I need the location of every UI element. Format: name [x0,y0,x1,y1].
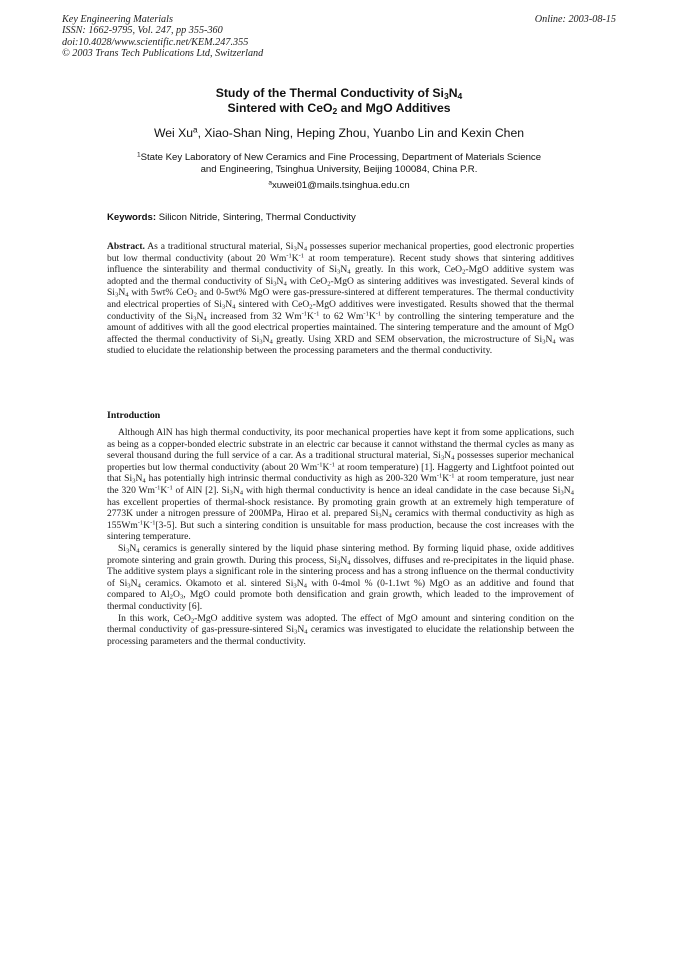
intro-paragraph-2: $Si_3N_4$ ceramics is generally sintered by the liquid phase sintering method. By forming liquid phase, oxide additives promote sintering and grain growth. During this process, $Si_3N_4$ dissolves, diffuses and re-precipitates in the liquid phase. The additive system plays a significant role in the sintering process and has a strong influence on the thermal conductivity of $Si_3N_4$ ceramics. Okamoto et al. sintered $Si_3N_4$ with 0-4mol % (0-1.1wt %) MgO as an additive and found that compared to $Al_2O_3$, MgO could promote both densification and grain growth, which leaded to the improvement of thermal conductivity [6]. [107,542,574,612]
affiliation-line-1: $^1$State Key Laboratory of New Ceramics and Fine Processing, Department of Materials Science [136,151,542,163]
journal-info [62,14,616,60]
affiliation [0,152,678,176]
author-email: $^a$xuwei01@mails.tsinghua.edu.cn [268,179,410,191]
abstract-label: Abstract. [107,241,145,252]
copyright-line: © 2003 Trans Tech Publications Ltd, Switzerland [62,48,264,60]
intro-paragraph-1: Although AlN has high thermal conductivity, its poor mechanical properties have kept it from some applications, such as being as a copper-bonded electric substrate in an electric car because it cannot withstand the thermal cycles as many as several thousand during the full service of a car. As a traditional structural material, $Si_3N_4$ possesses superior mechanical properties but low thermal conductivity (about 20 $Wm^{-1}K^{-1}$ at room temperature) [1]. Haggerty and Lightfoot pointed out that $Si_3N_4$ has potentially high intrinsic thermal conductivity as high as 200-320 $Wm^{-1}K^{-1}$ at room temperature, just near the 320 $Wm^{-1}K^{-1}$ of AlN [2]. $Si_3N_4$ with high thermal conductivity is hence an ideal candidate in the case because $Si_3N_4$ has excellent properties of thermal-shock resistance. By promoting grain growth at an extremely high temperature of 2773K under a nitrogen pressure of 200MPa, Hirao et al. prepared $Si_3N_4$ ceramics with thermal conductivity as high as $155Wm^{-1}K^{-1}[3-5]$. But such a sintering condition is unsuitable for mass production, because the cost increases with the sintering temperature. [107,427,574,543]
author-list: Wei Xu$^a$, Xiao-Shan Ning, Heping Zhou, Yuanbo Lin and Kexin Chen [153,124,525,140]
title-line-2: Sintered with CeO$_2$ and MgO Additives [227,101,451,117]
keywords-text: Silicon Nitride, Sintering, Thermal Conductivity [156,212,356,223]
section-heading-introduction: Introduction [107,410,161,421]
keywords-label: Keywords: [107,212,157,223]
introduction-body [107,427,574,647]
doi-link[interactable]: doi:10.4028/www.scientific.net/KEM.247.355 [62,36,249,48]
issn-line: ISSN: 1662-9795, Vol. 247, pp 355-360 [62,25,223,37]
intro-paragraph-3: In this work, CeO$_2$-MgO additive system was adopted. The effect of MgO amount and sintering condition on the thermal conductivity of gas-pressure-sintered $Si_3N_4$ ceramics was investigated to elucidate the relationship between the processing parameters and the thermal conductivity. [107,612,574,647]
email-address[interactable]: xuwei01@mails.tsinghua.edu.cn [271,180,410,191]
title-line-1: Study of the Thermal Conductivity of $Si_3N_4$ [215,86,463,102]
keywords [107,212,573,223]
abstract: Abstract. As a traditional structural material, $Si_3N_4$ possesses superior mechanical properties, good electronic properties but low thermal conductivity (about 20 $Wm^{-1}K^{-1}$ at room temperature). Recent study shows that sintering additives influence the sinterability and thermal conductivity of $Si_3N_4$ greatly. In this work, CeO$_2$-MgO additive system was adopted and the thermal conductivity of $Si_3N_4$ with CeO$_2$-MgO as sintering additives was investigated. Several kinds of $Si_3N_4$ with 5wt% CeO$_2$ and 0-5wt% MgO were gas-pressure-sintered at different temperatures. The thermal conductivity and electrical properties of $Si_3N_4$ sintered with CeO$_2$-MgO additives were investigated. Results showed that the thermal conductivity of the $Si_3N_4$ increased from 32 $Wm^{-1}K^{-1}$ to 62 $Wm^{-1}K^{-1}$ by controlling the sintering temperature and the amount of additives with all the good electrical properties maintained. The sintering temperature and the amount of MgO affected the thermal conductivity of $Si_3N_4$ greatly. Using XRD and SEM observation, the microstructure of $Si_3N_4$ was studied to elucidate the relationship between the processing parameters and the thermal conductivity. [107,241,574,357]
online-date: Online: 2003-08-15 [534,14,616,25]
affiliation-line-2: and Engineering, Tsinghua University, Beijing 100084, China P.R. [200,164,478,176]
journal-name: Key Engineering Materials [62,14,173,25]
page-header [62,14,616,60]
paper-title [0,86,678,117]
